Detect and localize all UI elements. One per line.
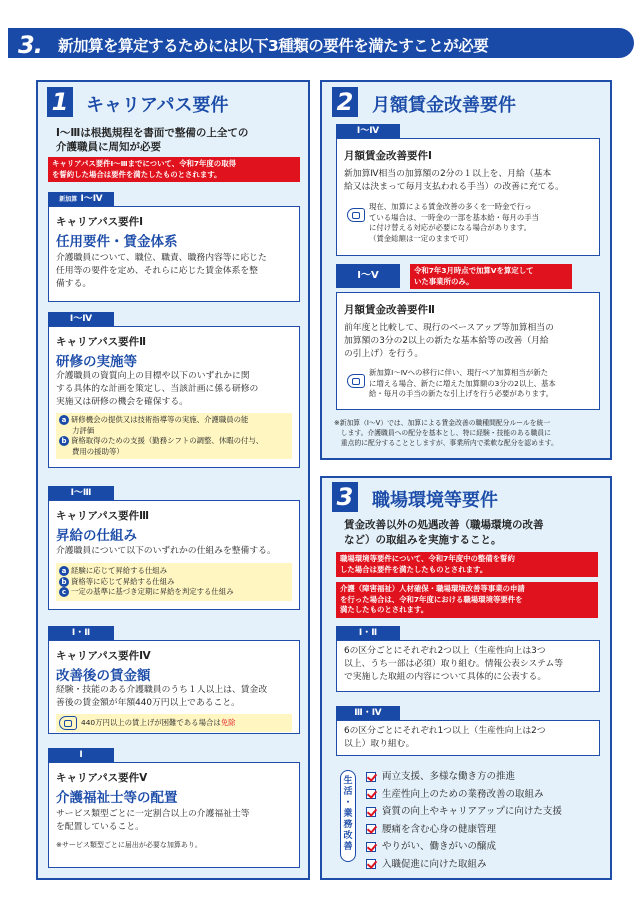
career-path-2-body: 介護職員の資質向上の目標や以下のいずれかに関 する具体的な計画を策定し、当該計画に係る研修の 実施又は研修の機会を確保する。: [56, 371, 259, 407]
monthly-wage-1-label: 月額賃金改善要件Ⅰ: [344, 150, 432, 162]
panel-number-3: 3: [332, 482, 358, 512]
checklist-item: 腰痛を含む心身の健康管理: [366, 821, 562, 839]
checkbox-checked-icon: [366, 789, 376, 799]
career-path-1-body: 介護職員について、職位、職責、職務内容等に応じた 任用等の要件を定め、それらに応じた賃金体系を整 備する。: [56, 253, 267, 289]
workplace-env-intro: 賃金改善以外の処遇改善（職場環境の改善 など）の取組みを実施すること。: [344, 519, 544, 546]
work-improvement-label: 生 活 ・ 業 務 改 善: [340, 770, 356, 862]
tag-c5: Ⅰ: [48, 748, 114, 762]
monthly-wage-2-label: 月額賃金改善要件Ⅱ: [344, 304, 435, 316]
career-path-red-note: キャリアパス要件Ⅰ～Ⅲまでについて、令和7年度の取得 を誓約した場合は要件を満たしたものとされます。: [48, 157, 300, 182]
career-path-5-label: キャリアパス要件Ⅴ: [56, 772, 148, 784]
checkbox-checked-icon: [366, 772, 376, 782]
career-path-2-label: キャリアパス要件Ⅱ: [56, 336, 147, 348]
workplace-env-1-body: 6の区分ごとにそれぞれ2つ以上（生産性向上は3つ 以上、うち一部は必須）取り組む。情報公表システム等 で実施した取組の内容について具体的に公表する。: [344, 646, 564, 682]
monthly-wage-2-note: 新加算Ⅰ～Ⅳへの移行に伴い、現行ベア加算相当が新た に増える場合、新たに増えた加算額の3分の2以上、基本 給・毎月の手当の新たな引上げを行う必要があります。: [344, 366, 592, 402]
option-a-icon: a: [59, 415, 69, 425]
career-path-title: キャリアパス要件: [86, 95, 229, 116]
monthly-wage-2-body: 前年度と比較して、現行のベースアップ等加算相当の 加算額の3分の2以上の新たな基本給等の改善（月給 の引上げ）を行う。: [344, 323, 554, 359]
career-path-2-title: 研修の実施等: [56, 354, 137, 370]
tag-c3: Ⅰ～Ⅲ: [48, 486, 114, 500]
option-a-icon: a: [59, 566, 69, 576]
pointing-hand-icon: [59, 716, 77, 730]
monthly-wage-footnote: ※新加算（Ⅰ～Ⅴ）では、加算による賃金改善の職種間配分ルールを統一 します。介護職員への配分を基本とし、特に経験・技能のある職員に 重点的に配分することとしますが、事業所内で柔軟な配分を認めます。: [334, 419, 558, 447]
career-path-3-title: 昇給の仕組み: [56, 528, 137, 544]
checklist-item: 資質の向上やキャリアアップに向けた支援: [366, 803, 562, 821]
monthly-wage-1-note: 現在、加算による賃金改善の多くを一時金で行っ ている場合は、一時金の一部を基本給・毎月の手当 に付け替える対応が必要になる場合があります。 （賃金総額は一定のままで可）: [344, 200, 592, 246]
checkbox-checked-icon: [366, 824, 376, 834]
monthly-wage-1-body: 新加算Ⅳ相当の加算額の2分の１以上を、月給（基本 給又は決まって毎月支払われる手当）の改善に充てる。: [344, 169, 564, 192]
career-path-3-body: 介護職員について以下のいずれかの仕組みを整備する。: [56, 546, 276, 556]
checkbox-checked-icon: [366, 807, 376, 817]
career-path-2-options: a 研修機会の提供又は技術指導等の実施、介護職員の能 力評価 b 資格取得のための支援（勤務シフトの調整、休暇の付与、 費用の援助等）: [56, 413, 292, 459]
career-path-5-title: 介護福祉士等の配置: [56, 790, 178, 806]
checklist-item: 生産性向上のための業務改善の取組み: [366, 786, 562, 804]
option-c-icon: c: [59, 587, 69, 597]
option-b-icon: b: [59, 436, 69, 446]
tag-c4: Ⅰ・Ⅱ: [48, 626, 114, 640]
checkbox-checked-icon: [366, 842, 376, 852]
tag-c1: 新加算 Ⅰ～Ⅳ: [48, 192, 114, 206]
career-path-4-label: キャリアパス要件Ⅳ: [56, 650, 151, 662]
checklist-item: 両立支援、多様な働き方の推進: [366, 768, 562, 786]
career-path-4-body: 経験・技能のある介護職員のうち１人以上は、賃金改 善後の賃金額が年額440万円以上であること。: [56, 685, 268, 708]
checklist-item: 入職促進に向けた取組み: [366, 856, 562, 874]
pointing-hand-icon: [347, 208, 365, 222]
career-path-intro: Ⅰ～Ⅲは根拠規程を書面で整備の上全ての 介護職員に周知が必要: [56, 127, 249, 153]
career-path-4-title: 改善後の賃金額: [56, 668, 151, 684]
career-path-5-footnote: ※サービス類型ごとに届出が必要な加算あり。: [56, 841, 202, 849]
panel-number-2: 2: [332, 87, 358, 117]
tag-r2c1: Ⅰ～Ⅳ: [336, 124, 400, 138]
section-number: 3.: [18, 31, 42, 59]
career-path-1-title: 任用要件・賃金体系: [56, 234, 178, 250]
career-path-3-label: キャリアパス要件Ⅲ: [56, 510, 150, 522]
checkbox-checked-icon: [366, 859, 376, 869]
workplace-env-red-note-2: 介護（障害福祉）人材確保・職場環境改善等事業の申請 を行った場合は、令和7年度における職場環境等要件を 満たしたものとされます。: [336, 582, 598, 618]
panel-number-1: 1: [47, 87, 73, 117]
tag-r2c2: Ⅰ～Ⅴ: [336, 264, 400, 288]
improvement-checklist: [366, 768, 562, 873]
workplace-env-red-note-1: 職場環境等要件について、令和7年度中の整備を誓約 した場合は要件を満たしたものとされます。: [336, 552, 598, 577]
career-path-3-options: a 経験に応じて昇給する仕組み b 資格等に応じて昇給する仕組み c 一定の基準に基づき定期に昇給を判定する仕組み: [56, 563, 292, 601]
monthly-wage-2-red-note: 令和7年3月時点で加算Ⅴを算定して いた事業所のみ。: [410, 264, 572, 289]
tag-c2: Ⅰ～Ⅳ: [48, 312, 114, 326]
tag-r3c2: Ⅲ・Ⅳ: [336, 706, 400, 720]
career-path-4-note: 440万円以上の賃上げが困難である場合は免除: [56, 714, 292, 732]
section-title: 新加算を算定するためには以下3種類の要件を満たすことが必要: [58, 37, 489, 55]
checklist-item: やりがい、働きがいの醸成: [366, 838, 562, 856]
pointing-hand-icon: [347, 374, 365, 388]
workplace-env-2-body: 6の区分ごとにそれぞれ1つ以上（生産性向上は2つ 以上）取り組む。: [344, 726, 546, 749]
career-path-5-body: サービス類型ごとに一定割合以上の介護福祉士等 を配置していること。: [56, 809, 250, 832]
option-b-icon: b: [59, 577, 69, 587]
workplace-env-title: 職場環境等要件: [372, 490, 498, 511]
career-path-1-label: キャリアパス要件Ⅰ: [56, 216, 144, 228]
monthly-wage-title: 月額賃金改善要件: [372, 95, 516, 116]
tag-r3c1: Ⅰ・Ⅱ: [336, 626, 400, 640]
